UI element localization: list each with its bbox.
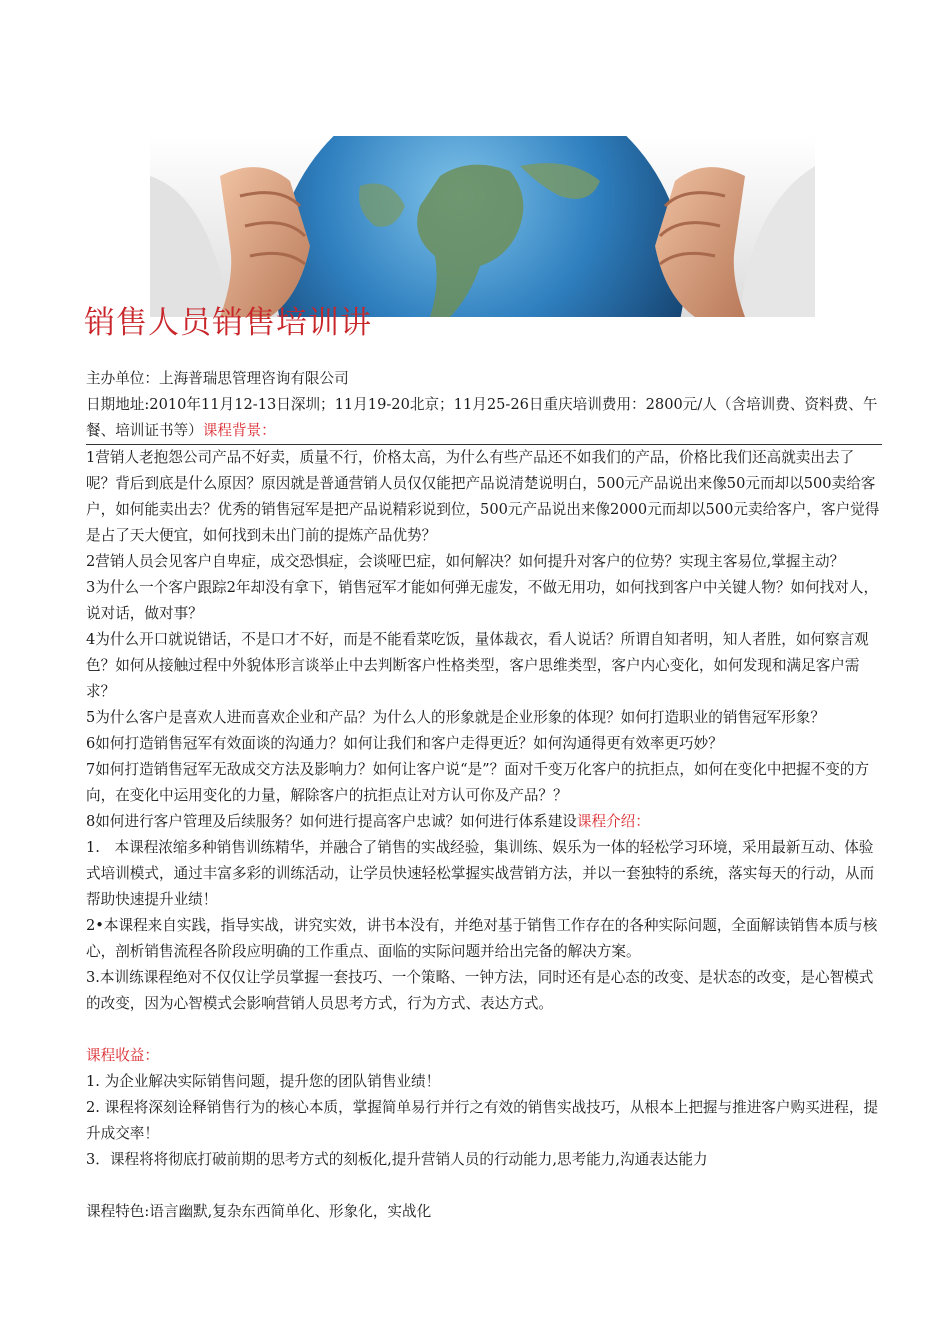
intro-item-2: 2•本课程来自实践，指导实战，讲究实效，讲书本没有，并绝对基于销售工作存在的各种实际问题，全面解读销售本质与核心，剖析销售流程各阶段应明确的工作重点、面临的实际问题并给出完备的解决方案。 xyxy=(86,917,878,960)
benefits-item-3: 3．课程将将彻底打破前期的思考方式的刻板化,提升营销人员的行动能力,思考能力,沟通表达能力 xyxy=(86,1151,708,1168)
benefits-item-2: 2. 课程将深刻诠释销售行为的核心本质，掌握简单易行并行之有效的销售实战技巧，从根本上把握与推进客户购买进程，提升成交率！ xyxy=(86,1099,879,1142)
benefits-heading: 课程收益： xyxy=(86,1047,159,1064)
background-item-3: 3为什么一个客户跟踪2年却没有拿下，销售冠军才能如何弹无虚发，不做无用功，如何找到客户中关键人物？如何找对人，说对话，做对事？ xyxy=(86,579,879,622)
benefits-item-1: 1. 为企业解决实际销售问题，提升您的团队销售业绩！ xyxy=(86,1073,441,1090)
organizer-line: 主办单位：上海普瑞思管理咨询有限公司 xyxy=(86,370,349,387)
background-last-text: 8如何进行客户管理及后续服务？如何进行提高客户忠诚？如何进行体系建设 xyxy=(86,813,577,830)
schedule-text: 日期地址:2010年11月12-13日深圳；11月19-20北京；11月25-26日重庆培训费用：2800元/人（含培训费、资料费、午餐、培训证书等） xyxy=(86,396,878,439)
banner-globe-image xyxy=(150,136,815,317)
spacer xyxy=(86,1017,882,1043)
background-item-2: 2营销人员会见客户自卑症，成交恐惧症，会谈哑巴症，如何解决？如何提升对客户的位势？实现主客易位,掌握主动？ xyxy=(86,553,845,570)
background-item-7: 7如何打造销售冠军无敌成交方法及影响力？如何让客户说“是”？面对千变万化客户的抗拒点，如何在变化中把握不变的方向，在变化中运用变化的力量，解除客户的抗拒点让对方认可你及产品？？ xyxy=(86,761,870,804)
page-title: 销售人员销售培训讲 xyxy=(84,305,372,341)
intro-item-3: 3.本训练课程绝对不仅仅让学员掌握一套技巧、一个策略、一钟方法，同时还有是心态的改变、是状态的改变，是心智模式的改变，因为心智模式会影响营销人员思考方式，行为方式、表达方式。 xyxy=(86,969,874,1012)
background-item-1: 1营销人老抱怨公司产品不好卖，质量不行，价格太高，为什么有些产品还不如我们的产品，价格比我们还高就卖出去了呢？背后到底是什么原因？原因就是普通营销人员仅仅能把产品说清楚说明白，500元产品说出来像50元而却以500卖给客户，如何能卖出去？优秀的销售冠军是把产品说精彩说到位，500元产品说出来像2000元而却以500元卖给客户，客户觉得是占了天大便宜，如何找到未出门前的提炼产品优势？ xyxy=(86,449,880,544)
intro-heading: 课程介绍： xyxy=(576,813,650,830)
features-line: 课程特色:语言幽默,复杂东西简单化、形象化，实战化 xyxy=(86,1203,432,1220)
schedule-line xyxy=(86,392,882,445)
background-item-5: 5为什么客户是喜欢人进而喜欢企业和产品？为什么人的形象就是企业形象的体现？如何打造职业的销售冠军形象？ xyxy=(86,709,825,726)
document-body xyxy=(86,366,882,1225)
globe-in-hands-icon xyxy=(150,136,815,317)
background-item-6: 6如何打造销售冠军有效面谈的沟通力？如何让我们和客户走得更近？如何沟通得更有效率更巧妙？ xyxy=(86,735,723,752)
intro-item-1: 1. 本课程浓缩多种销售训练精华，并融合了销售的实战经验，集训练、娱乐为一体的轻松学习环境，采用最新互动、体验式培训模式，通过丰富多彩的训练活动，让学员快速轻松掌握实战营销方法，并以一套独特的系统，落实每天的行动，从而帮助快速提升业绩！ xyxy=(86,839,875,908)
background-heading: 课程背景： xyxy=(202,422,276,439)
background-item-4: 4为什么开口就说错话，不是口才不好，而是不能看菜吃饭，量体裁衣，看人说话？所谓自知者明，知人者胜，如何察言观色？如何从接触过程中外貌体形言谈举止中去判断客户性格类型，客户思维类型，客户内心变化，如何发现和满足客户需求？ xyxy=(86,631,869,700)
spacer xyxy=(86,1173,882,1199)
background-item-8 xyxy=(86,809,882,835)
